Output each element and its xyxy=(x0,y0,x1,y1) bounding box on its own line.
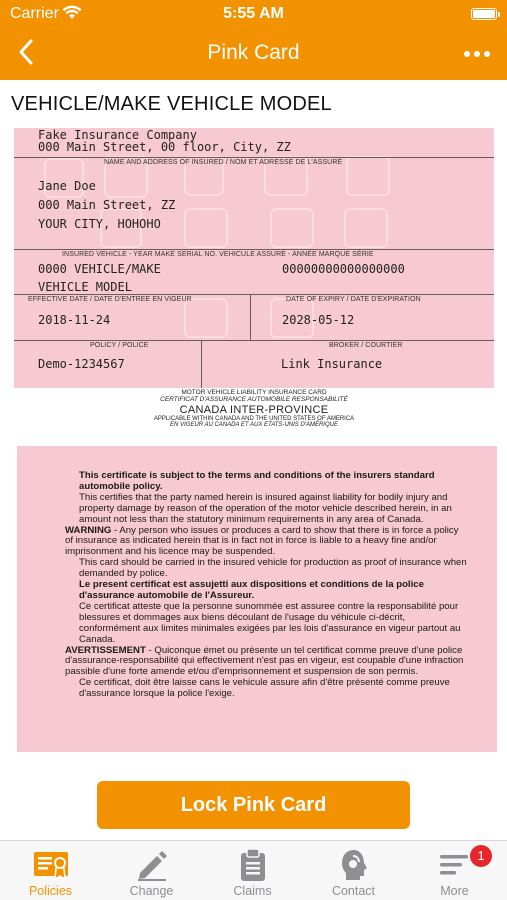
insured-city: YOUR CITY, HOHOHO xyxy=(38,217,161,231)
crest-watermark xyxy=(184,208,228,248)
warning-heading: AVERTISSEMENT xyxy=(65,644,146,656)
footer-line: EN VIGEUR AU CANADA ET AUX ETATS-UNIS D'AMÉRIQUE xyxy=(170,422,338,428)
insured-street: 000 Main Street, ZZ xyxy=(38,198,176,212)
status-bar xyxy=(0,0,507,28)
insurer-address: 000 Main Street, 00 floor, City, ZZ xyxy=(38,140,291,154)
lock-pink-card-button[interactable]: Lock Pink Card xyxy=(97,781,410,829)
tab-policies[interactable] xyxy=(0,841,101,900)
pencil-icon xyxy=(134,848,170,882)
warning-text: - Quiconque émet ou présente un tel certificat comme preuve d'une police d'assurance-responsabilité qui effectivement n'est pas en vigeur, est coupable d'une infraction passible d'une forte amende et/ou d'emprisonnement et suspension de son permis. xyxy=(65,644,464,678)
vehicle-make: 0000 VEHICLE/MAKE xyxy=(38,262,161,276)
divider xyxy=(14,157,494,158)
terms-paragraph: This certificate is subject to the terms and conditions of the insurers standard automobile policy. xyxy=(79,470,435,492)
expiry-date: 2028-05-12 xyxy=(282,313,355,327)
divider xyxy=(201,340,202,388)
effective-date: 2018-11-24 xyxy=(38,313,111,327)
carrier-label: Carrier xyxy=(10,5,59,22)
insured-label: NAME AND ADDRESS OF INSURED / NOM ET ADRESSE DE L'ASSURÉ xyxy=(104,159,343,166)
pink-card-front xyxy=(14,128,494,388)
terms-paragraph: Le present certificat est assujetti aux dispositions et conditions de la police d'assurance automobile de l'Assureur. xyxy=(79,579,424,601)
ellipsis-dot xyxy=(474,51,480,57)
clipboard-icon xyxy=(235,848,271,882)
insured-name: Jane Doe xyxy=(38,179,96,193)
terms-text xyxy=(65,471,467,700)
warning-paragraph xyxy=(65,646,467,679)
crest-watermark xyxy=(344,208,388,248)
footer-line: CERTIFICAT D'ASSURANCE AUTOMOBILE RESPONSABILITÉ xyxy=(160,396,348,403)
policy-label: POLICY / POLICE xyxy=(90,342,149,349)
broker-name: Link Insurance xyxy=(281,357,383,371)
ellipsis-icon xyxy=(464,51,470,57)
vehicle-label: INSURED VEHICLE - YEAR MAKE SERIAL NO. VEHICULE ASSURÉ - ANNÉE MARQUE SÉRIE xyxy=(62,251,374,258)
warning-heading: WARNING xyxy=(65,524,112,536)
footer-line: APPLICABLE WITHIN CANADA AND THE UNITED STATES OF AMERICA xyxy=(153,416,355,422)
footer-line: MOTOR VEHICLE LIABILITY INSURANCE CARD xyxy=(181,389,327,396)
clock: 5:55 AM xyxy=(223,5,284,22)
tab-change[interactable] xyxy=(101,841,202,900)
terms-paragraph: Ce certificat atteste que la personne sunommée est assuree contre la responsabilité pour blessures et dommages aux biens découlant de l'usage du véhicule ci-décrit, conformément aux limites minimales exigées par les lois d'assurance en vigeur partout au Canada. xyxy=(79,600,461,645)
tab-label: Claims xyxy=(233,884,272,898)
vehicle-serial: 00000000000000000 xyxy=(282,262,405,276)
warning-paragraph xyxy=(65,526,467,559)
pink-card-back xyxy=(17,446,497,752)
crest-watermark xyxy=(270,208,314,248)
headset-icon xyxy=(336,848,372,882)
crest-watermark xyxy=(346,156,390,196)
tab-label: Policies xyxy=(28,884,73,898)
more-options-button[interactable] xyxy=(457,40,497,68)
divider xyxy=(14,249,494,250)
broker-label: BROKER / COURTIER xyxy=(329,342,403,349)
terms-paragraph: Ce certificat, doit être laisse cans le vehicule assure afin d'être présenté comme preuve d'assurance lorsque la police l'exige. xyxy=(79,677,450,700)
page-title: Pink Card xyxy=(207,41,300,64)
menu-icon xyxy=(437,848,473,882)
divider xyxy=(250,294,251,340)
certificate-icon xyxy=(33,848,69,882)
warning-text: - Any person who issues or produces a card to show that there is in force a policy of insurance as indicated herein that is in fact not in force is liable to a heavy fine and/or imprisonment and his licence may be suspended. xyxy=(65,524,459,558)
footer-title: CANADA INTER-PROVINCE xyxy=(179,404,329,416)
divider xyxy=(14,340,494,341)
card-footer xyxy=(14,388,494,434)
insurer-name: Fake Insurance Company xyxy=(38,128,197,142)
effective-date-label: EFFECTIVE DATE / DATE D'ENTREE EN VIGEUR xyxy=(28,296,192,303)
terms-paragraph: This card should be carried in the insured vehicle for production as proof of insurance when demanded by police. xyxy=(79,557,467,580)
tab-label: Contact xyxy=(331,884,376,898)
notification-badge: 1 xyxy=(470,845,492,867)
policy-number: Demo-1234567 xyxy=(38,357,125,371)
top-bar xyxy=(0,0,507,80)
vehicle-model: VEHICLE MODEL xyxy=(38,280,132,294)
tab-label: Change xyxy=(129,884,174,898)
expiry-date-label: DATE OF EXPIRY / DATE D'EXPIRATION xyxy=(286,296,421,303)
divider xyxy=(14,294,494,295)
tab-more[interactable] xyxy=(404,841,505,900)
terms-paragraph: This certifies that the party named herein is insured against liability for bodily injury and property damage by reason of the operation of the motor vehicle described herein, in an amount not less than the statutory minimum requirements in any area of Canada. xyxy=(79,491,452,525)
tab-claims[interactable] xyxy=(202,841,303,900)
vehicle-header: VEHICLE/MAKE VEHICLE MODEL xyxy=(0,80,507,128)
crest-watermark xyxy=(184,298,228,338)
battery-icon xyxy=(471,8,497,20)
nav-bar xyxy=(0,28,507,80)
ellipsis-dot xyxy=(484,51,490,57)
tab-bar xyxy=(0,840,507,900)
tab-contact[interactable] xyxy=(303,841,404,900)
tab-label: More xyxy=(440,884,469,898)
